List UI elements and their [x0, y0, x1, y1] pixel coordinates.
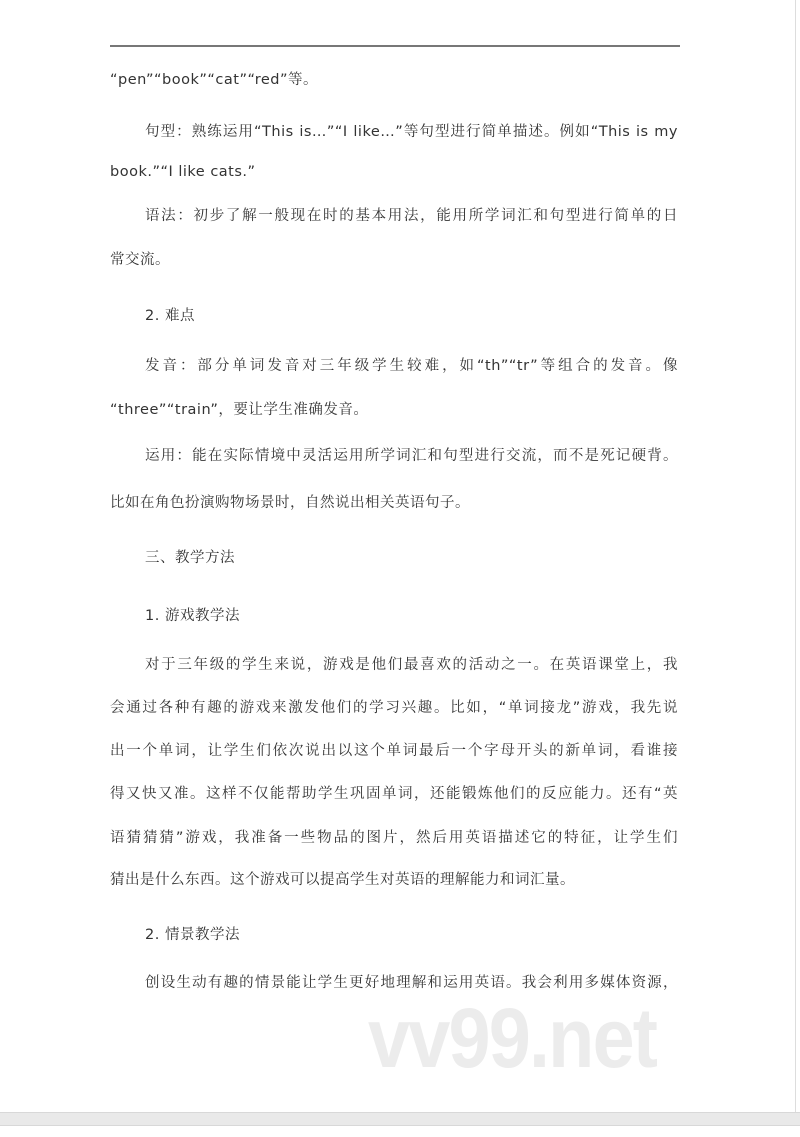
text-line: “three”“train”，要让学生准确发音。	[110, 402, 369, 418]
text-line: 创设生动有趣的情景能让学生更好地理解和运用英语。我会利用多媒体资源，	[145, 975, 678, 991]
text-line: 句型：熟练运用“This is…”“I like…”等句型进行简单描述。例如“This is my	[145, 124, 678, 140]
text-line: 运用：能在实际情境中灵活运用所学词汇和句型进行交流，而不是死记硬背。	[145, 448, 678, 464]
section-heading: 1. 游戏教学法	[145, 608, 240, 624]
header-rule	[110, 45, 680, 47]
text-line: 语法：初步了解一般现在时的基本用法，能用所学词汇和句型进行简单的日	[145, 208, 678, 224]
section-heading: 三、教学方法	[145, 550, 235, 566]
text-line: 猜出是什么东西。这个游戏可以提高学生对英语的理解能力和词汇量。	[110, 872, 575, 888]
text-line: 比如在角色扮演购物场景时，自然说出相关英语句子。	[110, 495, 470, 511]
text-line: book.”“I like cats.”	[110, 164, 256, 180]
text-line: 发音：部分单词发音对三年级学生较难，如“th”“tr”等组合的发音。像	[145, 358, 678, 374]
text-line: 出一个单词，让学生们依次说出以这个单词最后一个字母开头的新单词，看谁接	[110, 743, 678, 759]
watermark: vv99.net	[368, 991, 657, 1085]
text-line: 得又快又准。这样不仅能帮助学生巩固单词，还能锻炼他们的反应能力。还有“英	[110, 786, 678, 802]
section-heading: 2. 情景教学法	[145, 927, 240, 943]
text-line: 对于三年级的学生来说，游戏是他们最喜欢的活动之一。在英语课堂上，我	[145, 657, 678, 673]
section-heading: 2. 难点	[145, 308, 195, 324]
text-line: “pen”“book”“cat”“red”等。	[110, 72, 318, 88]
text-line: 常交流。	[110, 252, 170, 268]
page-gap	[0, 1112, 800, 1126]
text-line: 会通过各种有趣的游戏来激发他们的学习兴趣。比如，“单词接龙”游戏，我先说	[110, 700, 678, 716]
text-line: 语猜猜猜”游戏，我准备一些物品的图片，然后用英语描述它的特征，让学生们	[110, 830, 678, 846]
